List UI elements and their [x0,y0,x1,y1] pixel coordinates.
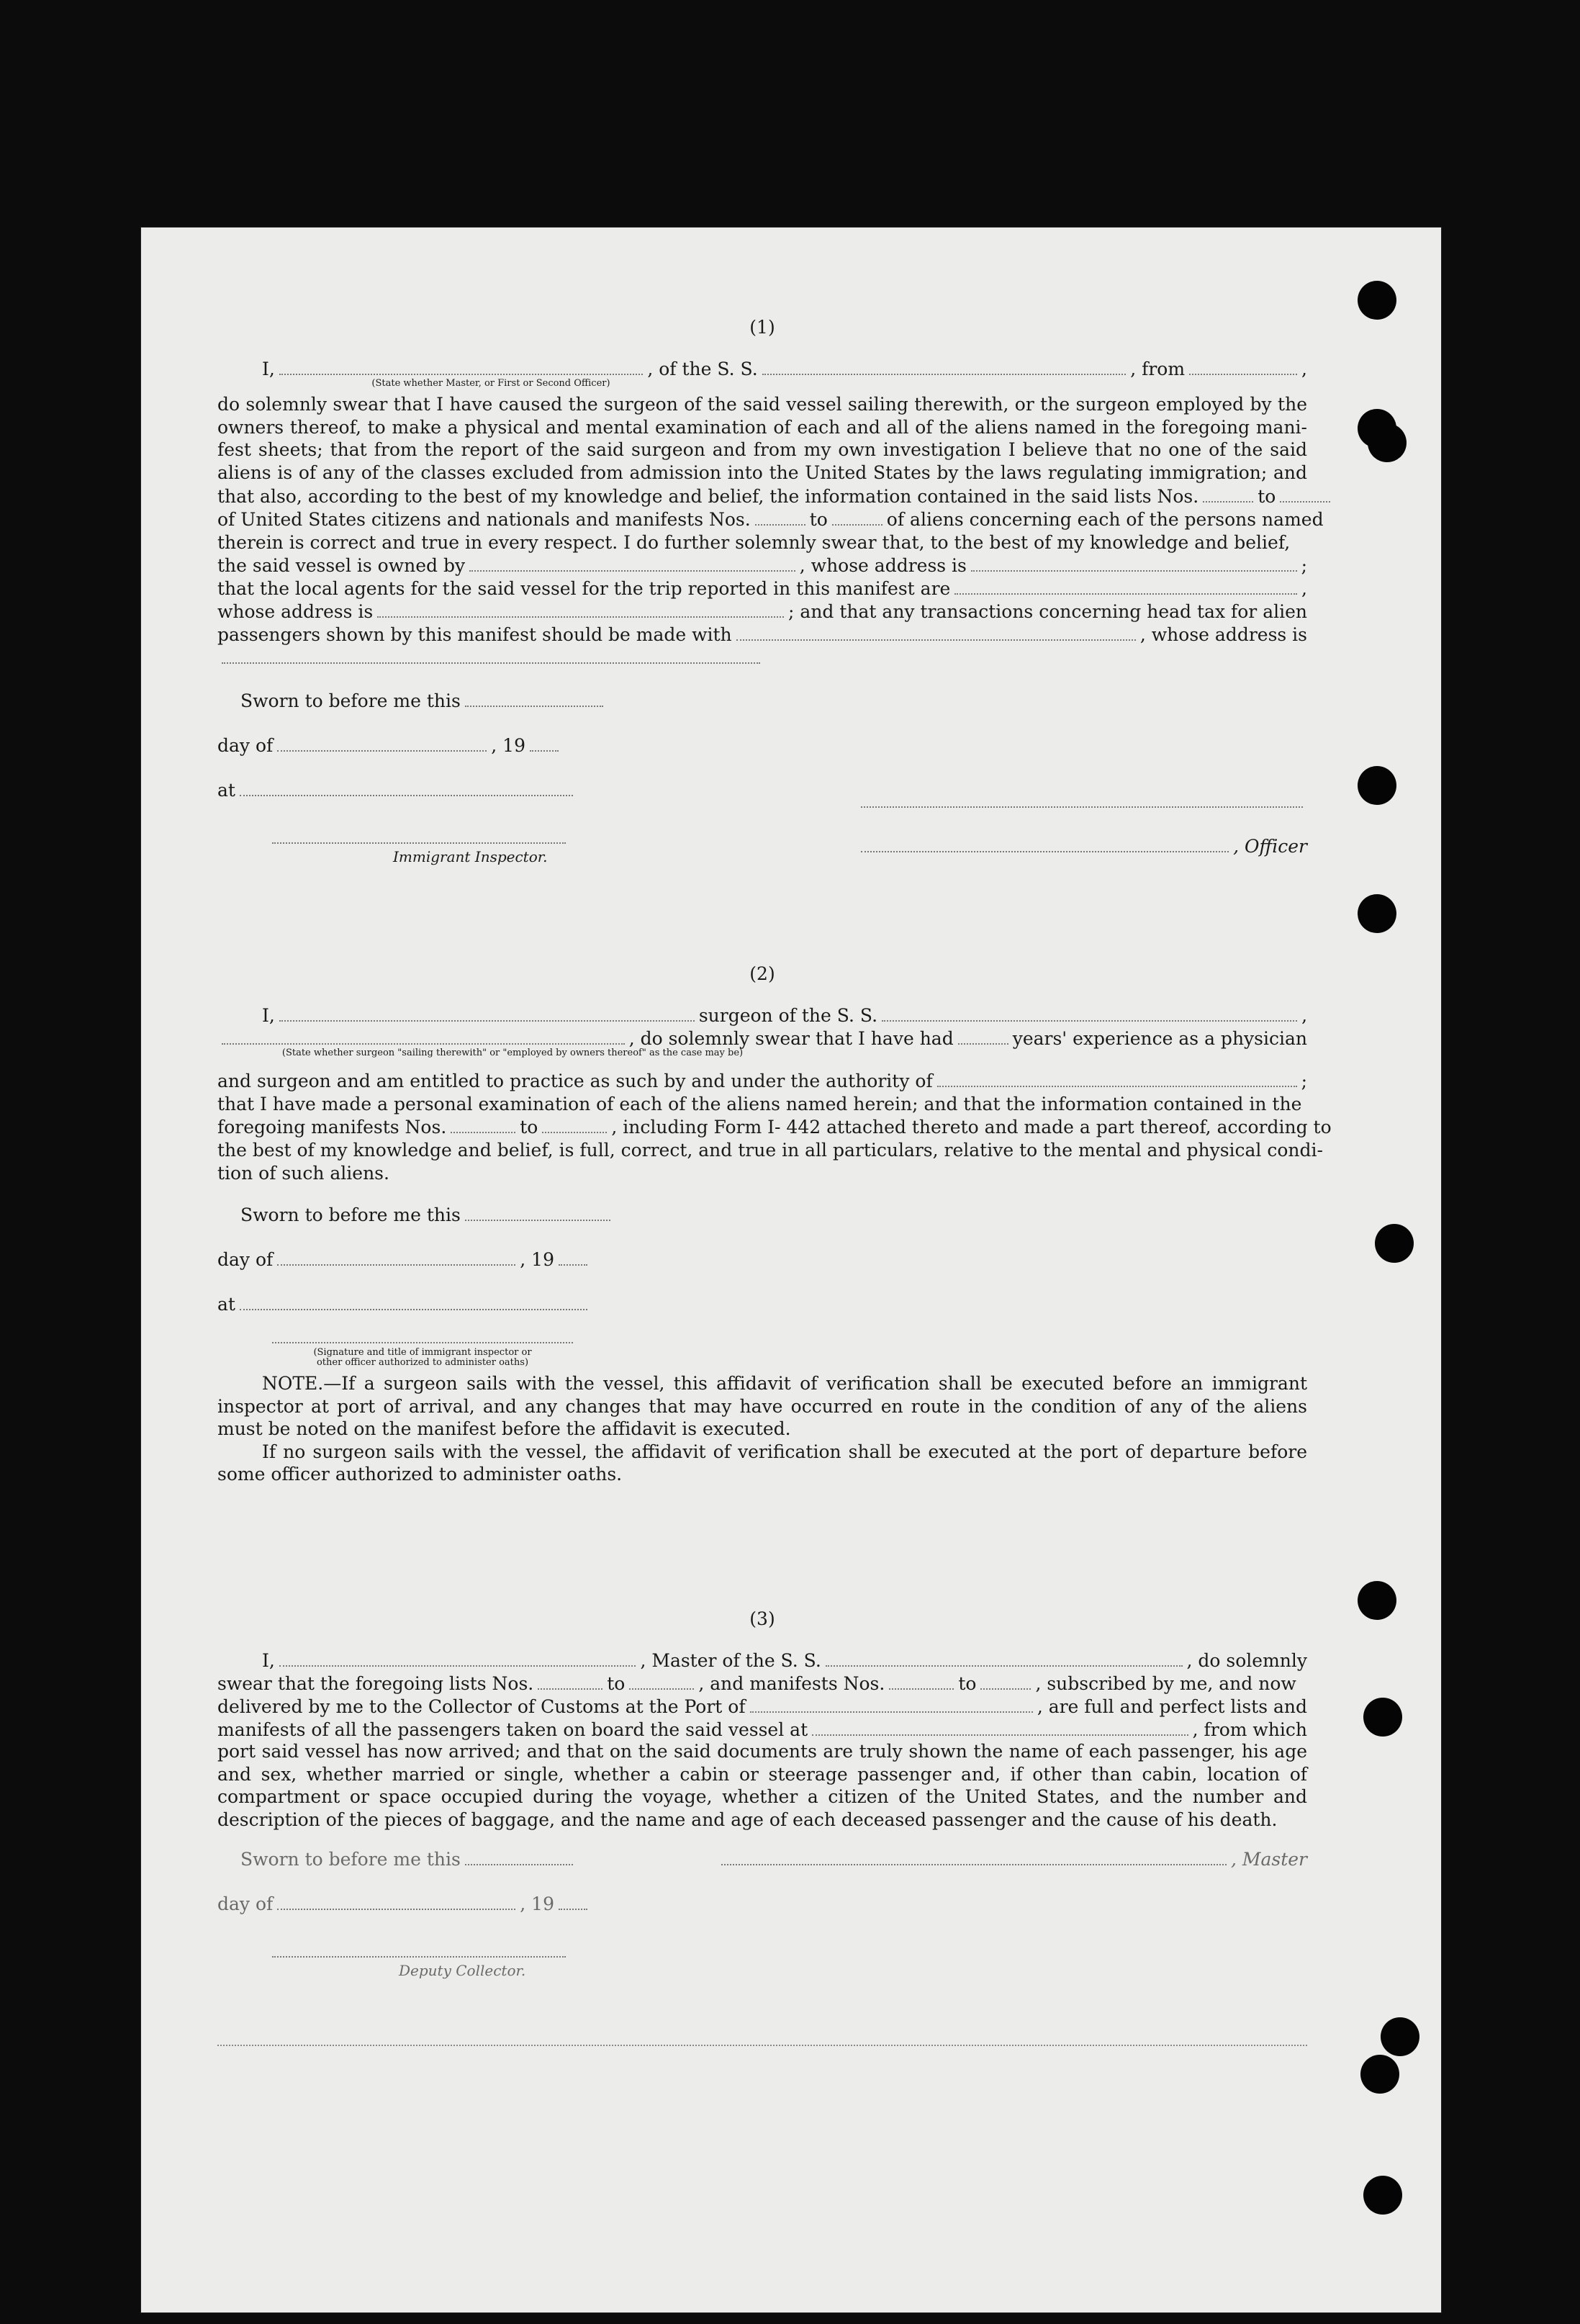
oath-line: , do solemnly swear that I have had [628,1028,954,1049]
oath-body-text: do solemnly swear that I have caused the surgeon of the said vessel sailing therewith, or the surgeon employed by the owners thereof, to make a physical and mental examination of each and all of the aliens named in the foregoing mani- fest sheets; that from the report of the said surgeon and from my own investigation I believe that no one of the said aliens is of any of the classes excluded from admission into the United States by the laws regulating immigration; and [217,394,1307,483]
day-of-label: day of [217,1893,274,1914]
place-field[interactable] [240,1309,587,1310]
oath-line: tion of such aliens. [217,1163,389,1184]
month-field[interactable] [277,1909,515,1910]
oath-line: , whose address is [799,555,967,576]
year-field[interactable] [559,1909,587,1910]
oath-line: manifests of all the passengers taken on board the said vessel at [217,1719,808,1740]
year-prefix: , 19 [520,1893,554,1914]
oath-line: , whose address is [1139,624,1307,645]
oath-line: therein is correct and true in every respect. I do further solemnly swear that, to the best of my knowledge and belief, [217,532,1291,553]
oath-line: swear that the foregoing lists Nos. [217,1673,534,1694]
vessel-name-field[interactable] [826,1665,1183,1667]
sworn-label: Sworn to before me this [240,1849,461,1870]
master-title: , Master [1230,1849,1307,1870]
year-prefix: , 19 [520,1249,554,1270]
day-of-label: day of [217,735,274,756]
lists-to-field[interactable] [629,1688,694,1690]
to-label: to [958,1673,977,1694]
manifests-to-field[interactable] [832,524,882,526]
sworn-label: Sworn to before me this [240,690,461,711]
binder-hole [1358,1581,1396,1620]
master-name-field[interactable] [279,1665,636,1667]
surgeon-of-label: surgeon of the S. S. [698,1005,878,1026]
oath-line: , are full and perfect lists and [1037,1696,1307,1717]
port-field[interactable] [750,1711,1033,1713]
from-label: , from [1130,359,1186,379]
manifest-affidavit-page [141,228,1441,2312]
authority-field[interactable] [937,1086,1297,1087]
sworn-date-field[interactable] [465,1220,610,1221]
officer-signature-field-2[interactable] [861,851,1229,852]
deputy-signature-field[interactable] [272,1956,566,1958]
semicolon: ; [1301,1071,1307,1091]
affidavit-section-2 [217,963,1332,1486]
oath-line: and surgeon and am entitled to practice as such by and under the authority of [217,1071,933,1091]
comma: , [1301,1005,1308,1026]
inspector-signature-field[interactable] [272,842,566,844]
officer-signature-field-1[interactable] [861,806,1303,808]
oath-line: that I have made a personal examination of each of the aliens named herein; and that the information contained in the [217,1094,1302,1114]
owner-address-field[interactable] [971,570,1297,572]
deputy-title: Deputy Collector. [399,1962,526,1979]
officer-caption: (State whether Master, or First or Second Officer) [371,378,610,389]
head-tax-agent-field[interactable] [736,639,1136,641]
departure-port-field[interactable] [1189,374,1297,375]
manifests-to-field[interactable] [980,1688,1031,1690]
signature-caption-2: other officer authorized to administer oaths) [316,1357,529,1368]
oath-line: of aliens concerning each of the persons named [886,509,1324,530]
pronoun-label: I, [262,1005,275,1026]
head-tax-address-field[interactable] [222,662,760,664]
embarkation-port-field[interactable] [812,1734,1188,1736]
manifests-from-field[interactable] [451,1132,515,1133]
sworn-date-field[interactable] [465,1864,573,1865]
binder-hole [1381,2017,1419,2056]
manifests-from-field[interactable] [889,1688,954,1690]
comma: , [1301,359,1307,379]
binder-hole [1363,2176,1402,2215]
master-of-label: , Master of the S. S. [640,1650,821,1671]
surgeon-name-field[interactable] [279,1020,695,1022]
of-ss-label: , of the S. S. [647,359,758,379]
sworn-label: Sworn to before me this [240,1204,461,1225]
year-prefix: , 19 [491,735,525,756]
surgeon-caption: (State whether surgeon "sailing therewith" or "employed by owners thereof" as the case may be) [281,1048,744,1058]
years-field[interactable] [958,1043,1008,1045]
oath-line: , do solemnly [1186,1650,1307,1671]
master-signature-field[interactable] [721,1864,1227,1865]
binder-hole [1358,281,1396,320]
oath-body-text: port said vessel has now arrived; and that on the said documents are truly shown the name of each passenger, his age and sex, whether married or single, whether a cabin or steerage passenger and, if other than cabin, location of compartment or space occupied during the voyage, whether a citizen of the United States, and the number and description of the pieces of baggage, and the name and age of each deceased passenger and the cause of his death. [217,1741,1307,1830]
oath-line: of United States citizens and nationals and manifests Nos. [217,509,751,530]
section-number: (3) [749,1608,775,1629]
at-label: at [217,780,235,801]
to-label: to [1258,486,1276,507]
oath-line: foregoing manifests Nos. [217,1117,447,1138]
surgeon-type-field[interactable] [222,1043,625,1045]
signature-caption-1: (Signature and title of immigrant inspector or [313,1347,532,1358]
year-field[interactable] [559,1264,587,1266]
section-number: (1) [749,317,775,338]
oath-line: ; and that any transactions concerning head tax for alien [788,601,1307,622]
binder-hole [1358,894,1396,933]
lists-from-field[interactable] [538,1688,602,1690]
place-field[interactable] [240,795,573,796]
oath-line: the best of my knowledge and belief, is full, correct, and true in all particulars, relative to the mental and physical condi- [217,1140,1323,1161]
affidavit-section-3 [217,1608,1307,1979]
oath-line: , and manifests Nos. [698,1673,885,1694]
agents-address-field[interactable] [377,616,784,618]
inspector-signature-field[interactable] [272,1342,573,1343]
binder-hole [1360,2055,1399,2094]
note-paragraph-1: NOTE.—If a surgeon sails with the vessel, this affidavit of verification shall be executed before an immigrant inspector at port of arrival, and any changes that may have occurred en route in the condition of any of the aliens must be noted on the manifest before the affidavit is executed. [217,1373,1307,1439]
section-number: (2) [749,963,775,984]
local-agents-field[interactable] [954,593,1297,595]
manifests-from-field[interactable] [755,524,805,526]
vessel-name-field[interactable] [762,374,1127,375]
binder-hole [1368,423,1407,462]
to-label: to [607,1673,626,1694]
officer-title: , Officer [1233,836,1307,857]
oath-line: , subscribed by me, and now [1035,1673,1296,1694]
day-of-label: day of [217,1249,274,1270]
binder-hole [1375,1224,1414,1263]
month-field[interactable] [277,750,487,752]
to-label: to [809,509,828,530]
lists-to-field[interactable] [1280,501,1330,503]
oath-line: , from which [1192,1719,1307,1740]
month-field[interactable] [277,1264,515,1266]
year-field[interactable] [530,750,559,752]
oath-line: passengers shown by this manifest should be made with [217,624,732,645]
oath-line: that also, according to the best of my knowledge and belief, the information contained in the said lists Nos. [217,486,1199,507]
affidavit-section-1 [217,317,1324,865]
binder-hole [1363,1698,1402,1737]
pronoun-label: I, [262,359,275,379]
note-paragraph-2: If no surgeon sails with the vessel, the affidavit of verification shall be executed at the port of departure before some officer authorized to administer oaths. [217,1441,1307,1485]
inspector-title: Immigrant Inspector. [393,848,548,865]
owner-field[interactable] [469,570,795,572]
semicolon: ; [1301,555,1308,576]
oath-line: whose address is [217,601,374,622]
vessel-name-field[interactable] [882,1020,1297,1022]
oath-line: that the local agents for the said vessel for the trip reported in this manifest are [217,578,951,599]
officer-name-field[interactable] [279,374,644,375]
oath-line: years' experience as a physician [1012,1028,1307,1049]
sworn-date-field[interactable] [465,706,603,707]
at-label: at [217,1294,235,1315]
lists-from-field[interactable] [1203,501,1253,503]
to-label: to [520,1117,538,1138]
pronoun-label: I, [262,1650,275,1671]
oath-line: delivered by me to the Collector of Customs at the Port of [217,1696,746,1717]
bottom-rule [217,2045,1307,2046]
manifests-to-field[interactable] [542,1132,607,1133]
comma: , [1301,578,1307,599]
binder-hole [1358,766,1396,805]
oath-line: the said vessel is owned by [217,555,466,576]
oath-line: , including Form I- 442 attached thereto and made a part thereof, according to [611,1117,1332,1138]
